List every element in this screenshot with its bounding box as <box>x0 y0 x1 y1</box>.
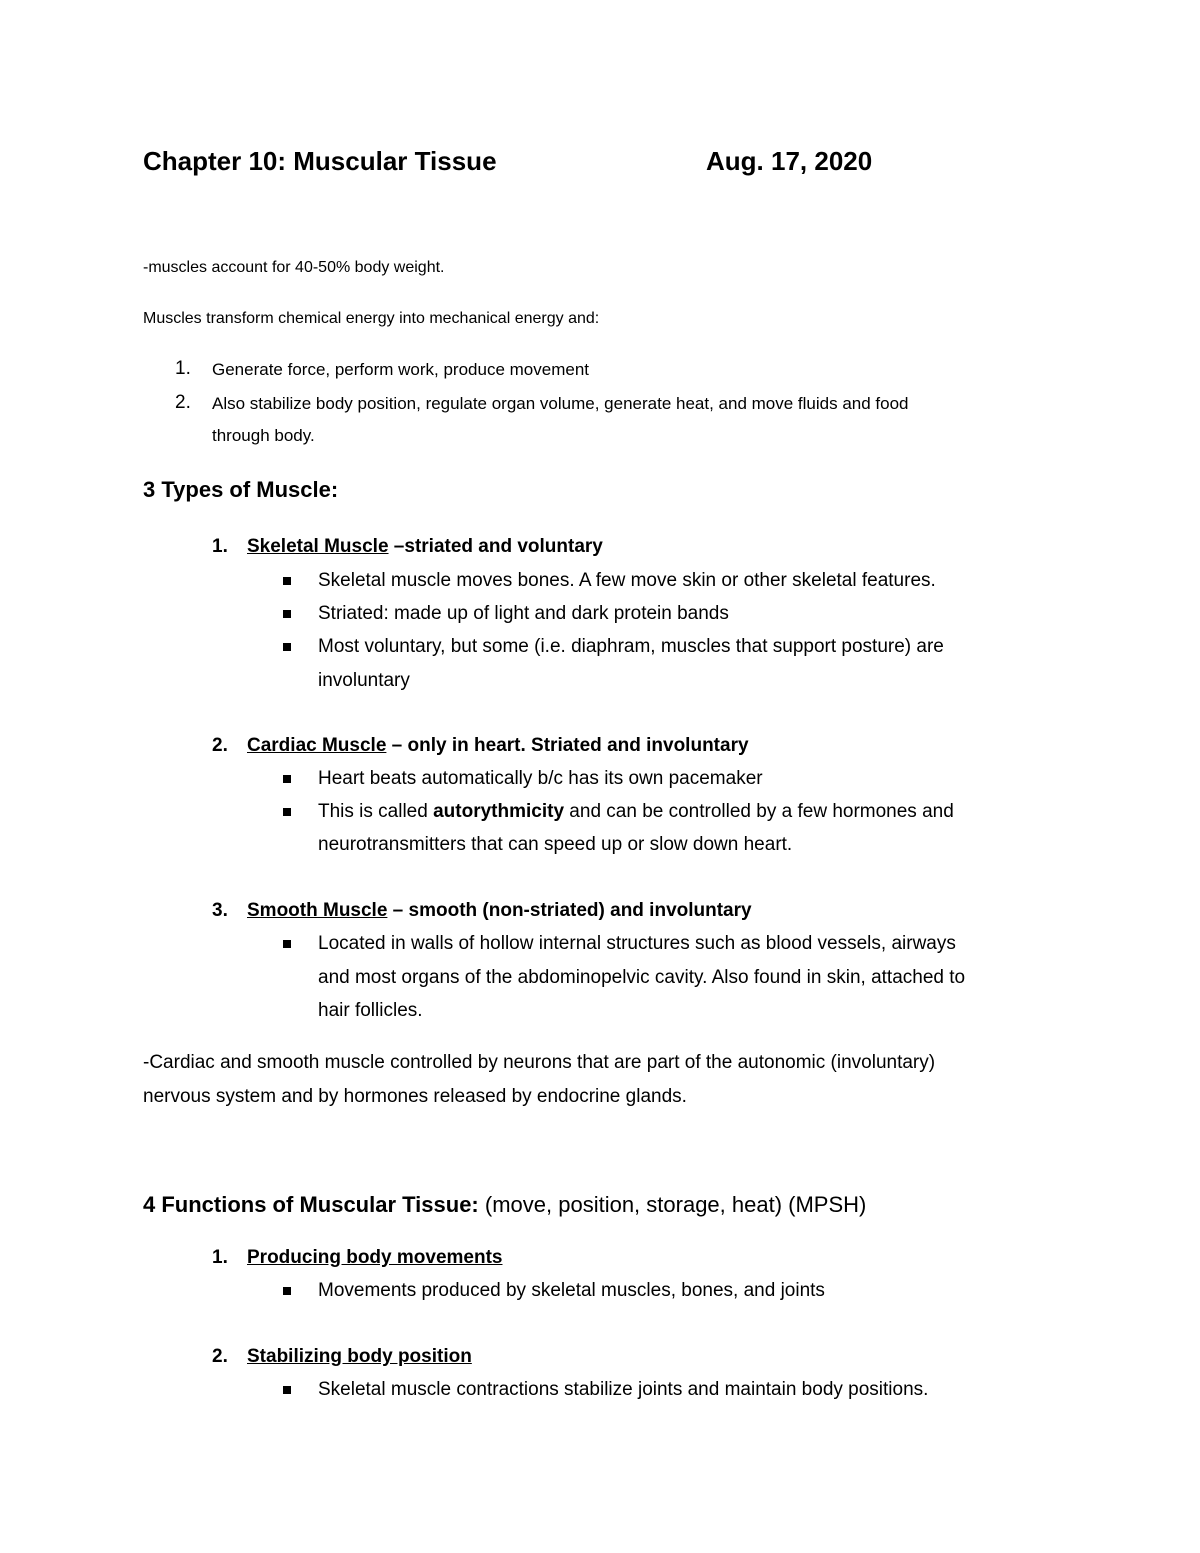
cardiac-bullet-1: Heart beats automatically b/c has its own pacemaker <box>318 768 763 789</box>
date-label: Aug. 17, 2020 <box>706 146 873 176</box>
type-heading-smooth <box>247 900 752 922</box>
bullet-icon <box>283 775 291 783</box>
function-bullet-2: Skeletal muscle contractions stabilize joints and maintain body positions. <box>318 1379 929 1400</box>
note-line-2: nervous system and by hormones released by endocrine glands. <box>143 1086 687 1107</box>
note-line-1: -Cardiac and smooth muscle controlled by neurons that are part of the autonomic (involuntary) <box>143 1052 936 1073</box>
type-name-skeletal: Skeletal Muscle <box>247 536 389 557</box>
bullet-icon <box>283 1287 291 1295</box>
skeletal-bullet-3-cont: involuntary <box>318 670 410 691</box>
type-number-1: 1. <box>212 536 228 557</box>
function-name-1: Producing body movements <box>247 1247 503 1268</box>
intro-list-item-2-cont: through body. <box>212 426 315 445</box>
cardiac-bullet-2-pre: This is called <box>318 801 434 822</box>
type-desc-smooth: – smooth (non-striated) and involuntary <box>387 900 752 921</box>
intro-line-1: -muscles account for 40-50% body weight. <box>143 259 445 276</box>
skeletal-bullet-3: Most voluntary, but some (i.e. diaphram, muscles that support posture) are <box>318 636 944 657</box>
intro-list-item-1: Generate force, perform work, produce movement <box>212 360 589 379</box>
functions-heading-extra: (move, position, storage, heat) (MPSH) <box>478 1192 867 1217</box>
smooth-bullet-1-cont-2: hair follicles. <box>318 1000 423 1021</box>
function-name-2: Stabilizing body position <box>247 1346 472 1367</box>
type-desc-skeletal: –striated and voluntary <box>388 536 603 557</box>
type-name-cardiac: Cardiac Muscle <box>247 735 387 756</box>
title-row <box>143 146 1043 186</box>
function-heading-1 <box>247 1247 502 1269</box>
bullet-icon <box>283 643 291 651</box>
bullet-icon <box>283 1386 291 1394</box>
type-heading-cardiac <box>247 735 749 757</box>
function-number-1: 1. <box>212 1247 228 1268</box>
cardiac-bullet-2 <box>318 801 954 823</box>
type-name-smooth: Smooth Muscle <box>247 900 388 921</box>
smooth-bullet-1: Located in walls of hollow internal structures such as blood vessels, airways <box>318 933 956 954</box>
smooth-bullet-1-cont-1: and most organs of the abdominopelvic cavity. Also found in skin, attached to <box>318 967 966 988</box>
functions-heading-bold: 4 Functions of Muscular Tissue: <box>143 1192 479 1217</box>
type-heading-skeletal <box>247 536 603 558</box>
intro-list-number-1: 1. <box>175 358 191 379</box>
bullet-icon <box>283 940 291 948</box>
cardiac-bullet-2-post: and can be controlled by a few hormones and <box>564 801 954 822</box>
function-heading-2 <box>247 1346 472 1368</box>
intro-list-item-2: Also stabilize body position, regulate organ volume, generate heat, and move fluids and food <box>212 394 909 413</box>
bullet-icon <box>283 610 291 618</box>
page-title: Chapter 10: Muscular Tissue <box>143 146 497 176</box>
bullet-icon <box>283 808 291 816</box>
cardiac-bullet-2-cont: neurotransmitters that can speed up or slow down heart. <box>318 834 793 855</box>
type-desc-cardiac: – only in heart. Striated and involuntary <box>386 735 749 756</box>
function-number-2: 2. <box>212 1346 228 1367</box>
intro-line-2: Muscles transform chemical energy into mechanical energy and: <box>143 310 600 327</box>
type-number-2: 2. <box>212 735 228 756</box>
skeletal-bullet-1: Skeletal muscle moves bones. A few move skin or other skeletal features. <box>318 570 936 591</box>
bullet-icon <box>283 577 291 585</box>
type-number-3: 3. <box>212 900 228 921</box>
skeletal-bullet-2: Striated: made up of light and dark protein bands <box>318 603 729 624</box>
types-heading: 3 Types of Muscle: <box>143 477 339 502</box>
functions-heading <box>143 1192 866 1218</box>
intro-list-number-2: 2. <box>175 392 191 413</box>
cardiac-bullet-2-term: autorythmicity <box>433 801 565 822</box>
function-bullet-1: Movements produced by skeletal muscles, bones, and joints <box>318 1280 825 1301</box>
